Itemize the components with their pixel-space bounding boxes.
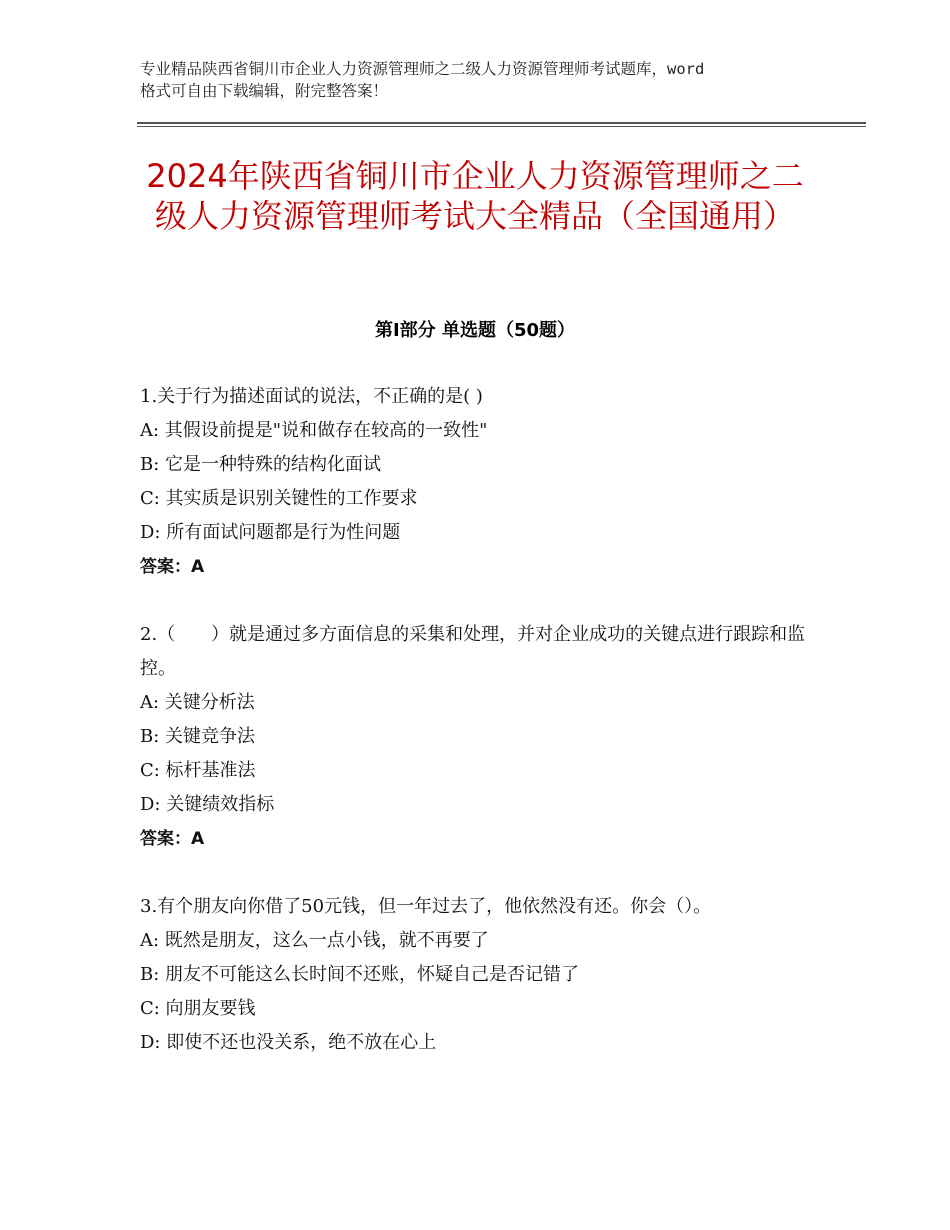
- question-option: D: 所有面试问题都是行为性问题: [140, 522, 401, 543]
- question-answer: 答案：A: [140, 829, 205, 849]
- question-option: C: 标杆基准法: [140, 760, 256, 781]
- header-divider-thin: [137, 126, 866, 127]
- question-option: B: 朋友不可能这么长时间不还账，怀疑自己是否记错了: [140, 964, 580, 985]
- question-option: D: 关键绩效指标: [140, 794, 275, 815]
- document-title: 2024年陕西省铜川市企业人力资源管理师之二级人力资源管理师考试大全精品（全国通用）: [146, 157, 804, 235]
- question-option: A: 其假设前提是"说和做存在较高的一致性": [140, 420, 488, 441]
- question-stem: 1.关于行为描述面试的说法，不正确的是( ): [140, 386, 483, 407]
- question-item: [140, 890, 830, 1060]
- question-option: B: 它是一种特殊的结构化面试: [140, 454, 382, 475]
- question-item: [140, 380, 830, 584]
- header-note-line: 格式可自由下载编辑，附完整答案！: [140, 82, 389, 100]
- question-list: [140, 380, 830, 1094]
- question-option: D: 即使不还也没关系，绝不放在心上: [140, 1032, 437, 1053]
- question-option: A: 关键分析法: [140, 692, 255, 713]
- section-title: 第Ⅰ部分 单选题（50题）: [374, 320, 575, 341]
- question-answer: 答案：A: [140, 557, 205, 577]
- question-option: C: 向朋友要钱: [140, 998, 256, 1019]
- question-option: A: 既然是朋友，这么一点小钱，就不再要了: [140, 930, 489, 951]
- question-item: [140, 618, 830, 856]
- question-stem: 2.（ ）就是通过多方面信息的采集和处理，并对企业成功的关键点进行跟踪和监控。: [140, 624, 806, 679]
- header-note-line: 专业精品陕西省铜川市企业人力资源管理师之二级人力资源管理师考试题库，word: [140, 60, 705, 78]
- header-note: [140, 58, 830, 102]
- question-option: C: 其实质是识别关键性的工作要求: [140, 488, 418, 509]
- question-option: B: 关键竞争法: [140, 726, 256, 747]
- question-stem: 3.有个朋友向你借了50元钱，但一年过去了，他依然没有还。你会（）。: [140, 896, 712, 917]
- header-divider: [137, 122, 866, 124]
